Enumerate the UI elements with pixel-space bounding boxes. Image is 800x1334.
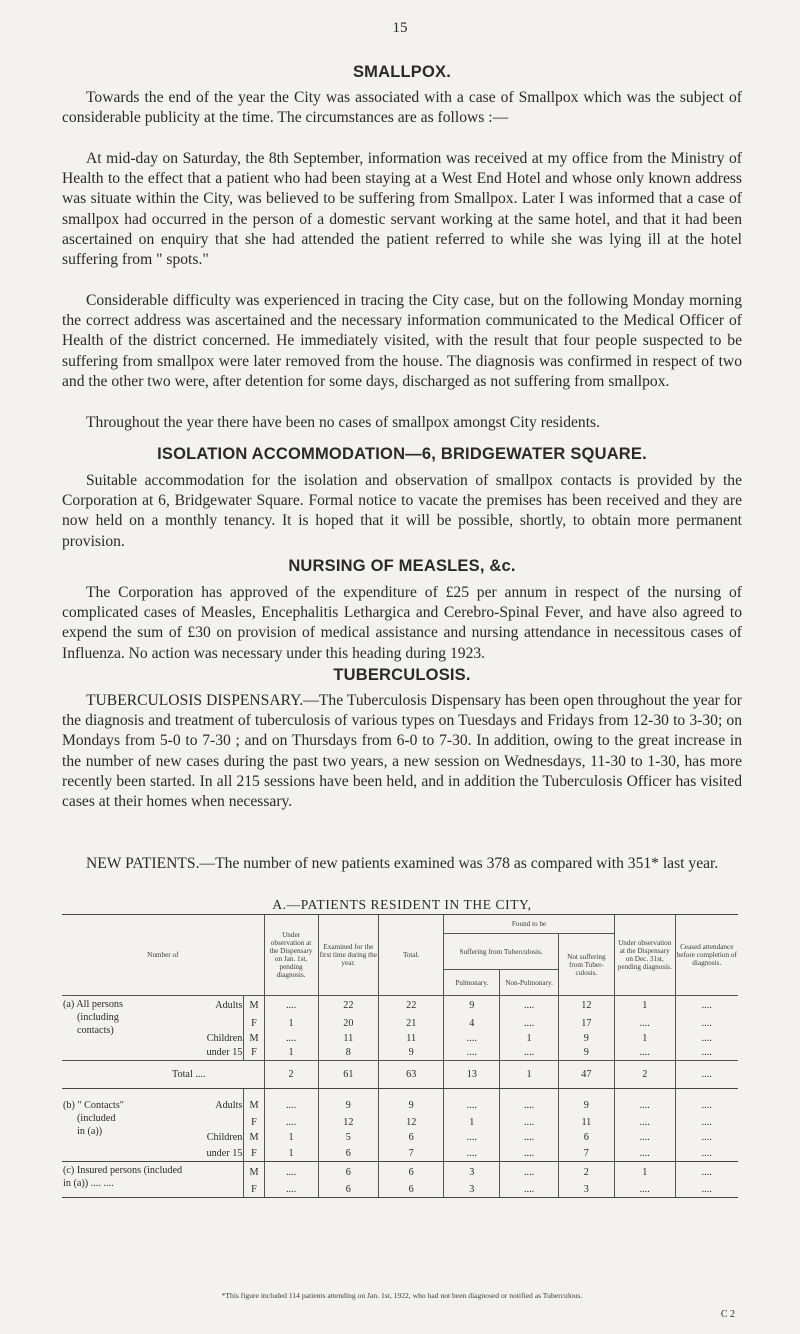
row-sex: M <box>244 1031 264 1046</box>
table-cell: .... <box>500 1161 558 1183</box>
table-cell: 11 <box>558 1115 614 1131</box>
table-cell: 1 <box>614 1031 675 1046</box>
table-row <box>62 1031 738 1046</box>
table-cell: .... <box>264 1161 318 1183</box>
row-category: Children <box>206 1032 243 1044</box>
table-row <box>62 1016 738 1031</box>
table-cell: .... <box>614 1016 675 1031</box>
table-title: A.—PATIENTS RESIDENT IN THE CITY, <box>272 897 532 912</box>
table-cell: .... <box>614 1130 675 1146</box>
table-cell: 12 <box>558 996 614 1016</box>
table-cell: 8 <box>318 1046 379 1061</box>
row-sex: F <box>244 1016 264 1031</box>
row-sex: F <box>244 1115 264 1131</box>
row-category: under 15 <box>154 1146 244 1162</box>
table-cell: 7 <box>558 1146 614 1162</box>
header-examined: Examined for the first time during the year. <box>318 915 379 996</box>
table-cell: 6 <box>379 1130 444 1146</box>
table-cell: .... <box>264 1183 318 1197</box>
table-cell: 6 <box>318 1183 379 1197</box>
total-cell: 1 <box>500 1061 558 1089</box>
header-suffering-tb: Suffering from Tuberculosis. <box>444 934 559 970</box>
table-footnote: *This figure included 114 patients attending on Jan. 1st, 1922, who had not been diagnosed or notified as Tuberculous. <box>221 1291 583 1300</box>
table-row <box>62 1115 738 1131</box>
row-sex: M <box>244 1161 264 1183</box>
table-cell: .... <box>614 1183 675 1197</box>
table-cell: 5 <box>318 1130 379 1146</box>
table-row <box>62 1089 738 1115</box>
table-cell: .... <box>500 996 558 1016</box>
table-cell: 1 <box>264 1046 318 1061</box>
group-label-line: (b) " Contacts" <box>63 1100 124 1111</box>
table-cell: 6 <box>379 1183 444 1197</box>
new-patients-paragraph: NEW PATIENTS.—The number of new patients examined was 378 as compared with 351* last year. <box>86 855 719 872</box>
row-category <box>154 1115 244 1131</box>
group-label <box>62 1089 154 1162</box>
group-label <box>62 996 154 1061</box>
smallpox-paragraph-3: Considerable difficulty was experienced in tracing the City case, but on the following Monday morning the correct address was ascertained and the necessary information communicated to the Medical Officer of Health of the district concerned. He immediately visited, with the result that four people suspected to be suffering from smallpox were later removed from the house. The diagnosis was confirmed in respect of two and the other two were, after detention for some days, discharged as not suffering from smallpox. <box>62 292 742 390</box>
total-cell: 2 <box>614 1061 675 1089</box>
table-cell: .... <box>675 1161 738 1183</box>
row-sex: F <box>244 1183 264 1197</box>
header-number-of: Number of <box>62 915 264 996</box>
table-cell: .... <box>675 1183 738 1197</box>
table-cell: .... <box>675 1130 738 1146</box>
table-cell: .... <box>500 1146 558 1162</box>
table-cell: .... <box>500 1115 558 1131</box>
measles-paragraph: The Corporation has approved of the expenditure of £25 per annum in respect of the nursing of complicated cases of Measles, Encephalitis Lethargica and Cerebro-Spinal Fever, and have also agreed to expend the sum of £30 on provision of medical assistance and nursing attendance in necessitous cases of Influenza. No action was necessary under this heading during 1923. <box>62 584 742 662</box>
table-row <box>62 1146 738 1162</box>
total-cell: 61 <box>318 1061 379 1089</box>
group-label-line: (including <box>77 1012 119 1023</box>
table-cell: 6 <box>318 1146 379 1162</box>
table-cell: 9 <box>379 1089 444 1115</box>
row-category: Children <box>206 1132 243 1144</box>
table-cell: 11 <box>318 1031 379 1046</box>
table-cell: .... <box>444 1130 500 1146</box>
total-label: Total .... <box>62 1061 264 1089</box>
table-cell: .... <box>675 1146 738 1162</box>
row-category: under 15 <box>206 1047 243 1059</box>
table-cell: 11 <box>379 1031 444 1046</box>
row-category <box>154 1016 244 1031</box>
table-row <box>62 1161 738 1183</box>
header-pulmonary: Pulmonary. <box>444 970 500 996</box>
tuberculosis-dispensary-paragraph: TUBERCULOSIS DISPENSARY.—The Tuberculosis Dispensary has been open throughout the year for the diagnosis and treatment of tuberculosis of various types on Tuesdays and Fridays from 12-30 to 3-30; on Mondays from 5-0 to 7-30 ; and on Thursdays from 6-0 to 7-30. In addition, owing to the great increase in the number of new cases during the past two years, a new session on Wednesdays, 11-30 to 1-30, has more recently been started. In all 215 sessions have been held, and in addition the Tuberculosis Officer has visited cases at their homes when necessary. <box>62 692 742 811</box>
table-cell: 1 <box>500 1031 558 1046</box>
row-sex: F <box>244 1046 264 1061</box>
table-cell: .... <box>500 1183 558 1197</box>
table-cell: 22 <box>318 996 379 1016</box>
header-total: Total. <box>379 915 444 996</box>
table-cell: 1 <box>264 1146 318 1162</box>
table-cell: 9 <box>558 1031 614 1046</box>
row-sex: F <box>244 1146 264 1162</box>
isolation-paragraph: Suitable accommodation for the isolation and observation of smallpox contacts is provided by the Corporation at 6, Bridgewater Square. Formal notice to vacate the premises has been received and they are now held on a monthly tenancy. It is hoped that it will be possible, shortly, to obtain more permanent provision. <box>62 472 742 550</box>
smallpox-paragraph-1: Towards the end of the year the City was associated with a case of Smallpox which was the subject of considerable publicity at the time. The circumstances are as follows :— <box>62 89 742 127</box>
group-label-line: (included <box>77 1113 116 1124</box>
header-not-suffering: Not suffering from Tuber-culosis. <box>558 934 614 996</box>
table-cell: 9 <box>444 996 500 1016</box>
table-cell: .... <box>444 1089 500 1115</box>
table-cell: .... <box>500 1130 558 1146</box>
table-cell: .... <box>500 1089 558 1115</box>
signature-mark: C 2 <box>720 1309 735 1320</box>
group-label-line: (a) All persons <box>63 999 123 1010</box>
table-cell: 21 <box>379 1016 444 1031</box>
measles-heading: NURSING OF MEASLES, &c. <box>288 557 516 575</box>
smallpox-paragraph-4: Throughout the year there have been no cases of smallpox amongst City residents. <box>86 414 601 431</box>
row-sex: M <box>244 996 264 1016</box>
table-cell: 6 <box>379 1161 444 1183</box>
table-cell: .... <box>614 1146 675 1162</box>
table-cell: .... <box>264 996 318 1016</box>
table-cell: 3 <box>444 1161 500 1183</box>
table-cell: .... <box>614 1089 675 1115</box>
table-cell: .... <box>675 1016 738 1031</box>
table-cell: .... <box>614 1115 675 1131</box>
table-cell: 1 <box>614 1161 675 1183</box>
row-category: Adults <box>154 1089 244 1115</box>
patients-table <box>62 914 738 1198</box>
table-cell: 4 <box>444 1016 500 1031</box>
page-number: 15 <box>392 20 408 36</box>
total-cell: 47 <box>558 1061 614 1089</box>
table-cell: .... <box>675 1046 738 1061</box>
table-cell: 7 <box>379 1146 444 1162</box>
table-cell: .... <box>444 1031 500 1046</box>
tuberculosis-heading: TUBERCULOSIS. <box>333 666 471 684</box>
total-cell: 2 <box>264 1061 318 1089</box>
group-label-line: in (a)) <box>77 1126 103 1137</box>
table-cell: 22 <box>379 996 444 1016</box>
table-cell: 9 <box>558 1046 614 1061</box>
smallpox-paragraph-2: At mid-day on Saturday, the 8th September, information was received at my office from the Ministry of Health to the effect that a patient who had been staying at a West End Hotel and whose only known address was situate within the City, was believed to be suffering from Smallpox. Later I was informed that a case of smallpox had occurred in the person of a domestic servant working at the same hotel, and that it had been ascertained on enquiry that she had attended the patient referred to while she was lying ill at the hotel suffering from " spots." <box>62 150 742 269</box>
table-cell: .... <box>675 996 738 1016</box>
total-cell: .... <box>675 1061 738 1089</box>
table-cell: 9 <box>379 1046 444 1061</box>
table-cell: .... <box>444 1046 500 1061</box>
table-cell: 3 <box>558 1183 614 1197</box>
table-cell: .... <box>500 1016 558 1031</box>
total-row <box>62 1061 738 1089</box>
table-row <box>62 1130 738 1146</box>
total-cell: 63 <box>379 1061 444 1089</box>
table-cell: 1 <box>614 996 675 1016</box>
group-label-line: contacts) <box>77 1025 114 1036</box>
table-cell: .... <box>444 1146 500 1162</box>
table-cell: .... <box>614 1046 675 1061</box>
table-cell: 1 <box>444 1115 500 1131</box>
header-under-observation-dec: Under observation at the Dispensary on Dec. 31st, pending diagnosis. <box>614 915 675 996</box>
header-found-to-be: Found to be <box>444 915 615 934</box>
table-cell: 1 <box>264 1130 318 1146</box>
table-cell: 6 <box>318 1161 379 1183</box>
isolation-heading: ISOLATION ACCOMMODATION—6, BRIDGEWATER SQUARE. <box>157 445 647 463</box>
table-cell: 17 <box>558 1016 614 1031</box>
row-category: Adults <box>154 996 244 1016</box>
total-cell: 13 <box>444 1061 500 1089</box>
group-label-line: in (a)) .... .... <box>63 1177 114 1189</box>
row-sex: M <box>244 1089 264 1115</box>
header-ceased-attendance: Ceased attendance before completion of diagnosis. <box>675 915 738 996</box>
table-cell: 3 <box>444 1183 500 1197</box>
table-cell: 9 <box>318 1089 379 1115</box>
row-sex: M <box>244 1130 264 1146</box>
header-non-pulmonary: Non-Pulmonary. <box>500 970 558 996</box>
table-cell: .... <box>675 1089 738 1115</box>
table-cell: 12 <box>379 1115 444 1131</box>
table-cell: .... <box>264 1115 318 1131</box>
table-cell: 20 <box>318 1016 379 1031</box>
table-cell: 2 <box>558 1161 614 1183</box>
group-label <box>62 1161 244 1197</box>
group-label-line: (c) Insured persons (included <box>63 1164 183 1176</box>
table-cell: .... <box>500 1046 558 1061</box>
table-cell: 1 <box>264 1016 318 1031</box>
header-under-observation-jan: Under observation at the Dispensary on Jan. 1st, pending diagnosis. <box>264 915 318 996</box>
table-cell: 9 <box>558 1089 614 1115</box>
table-cell: .... <box>675 1115 738 1131</box>
table-cell: .... <box>264 1031 318 1046</box>
table-cell: 12 <box>318 1115 379 1131</box>
table-row <box>62 1046 738 1061</box>
table-cell: .... <box>675 1031 738 1046</box>
table-cell: 6 <box>558 1130 614 1146</box>
smallpox-heading: SMALLPOX. <box>352 63 452 81</box>
table-cell: .... <box>264 1089 318 1115</box>
table-row <box>62 996 738 1016</box>
